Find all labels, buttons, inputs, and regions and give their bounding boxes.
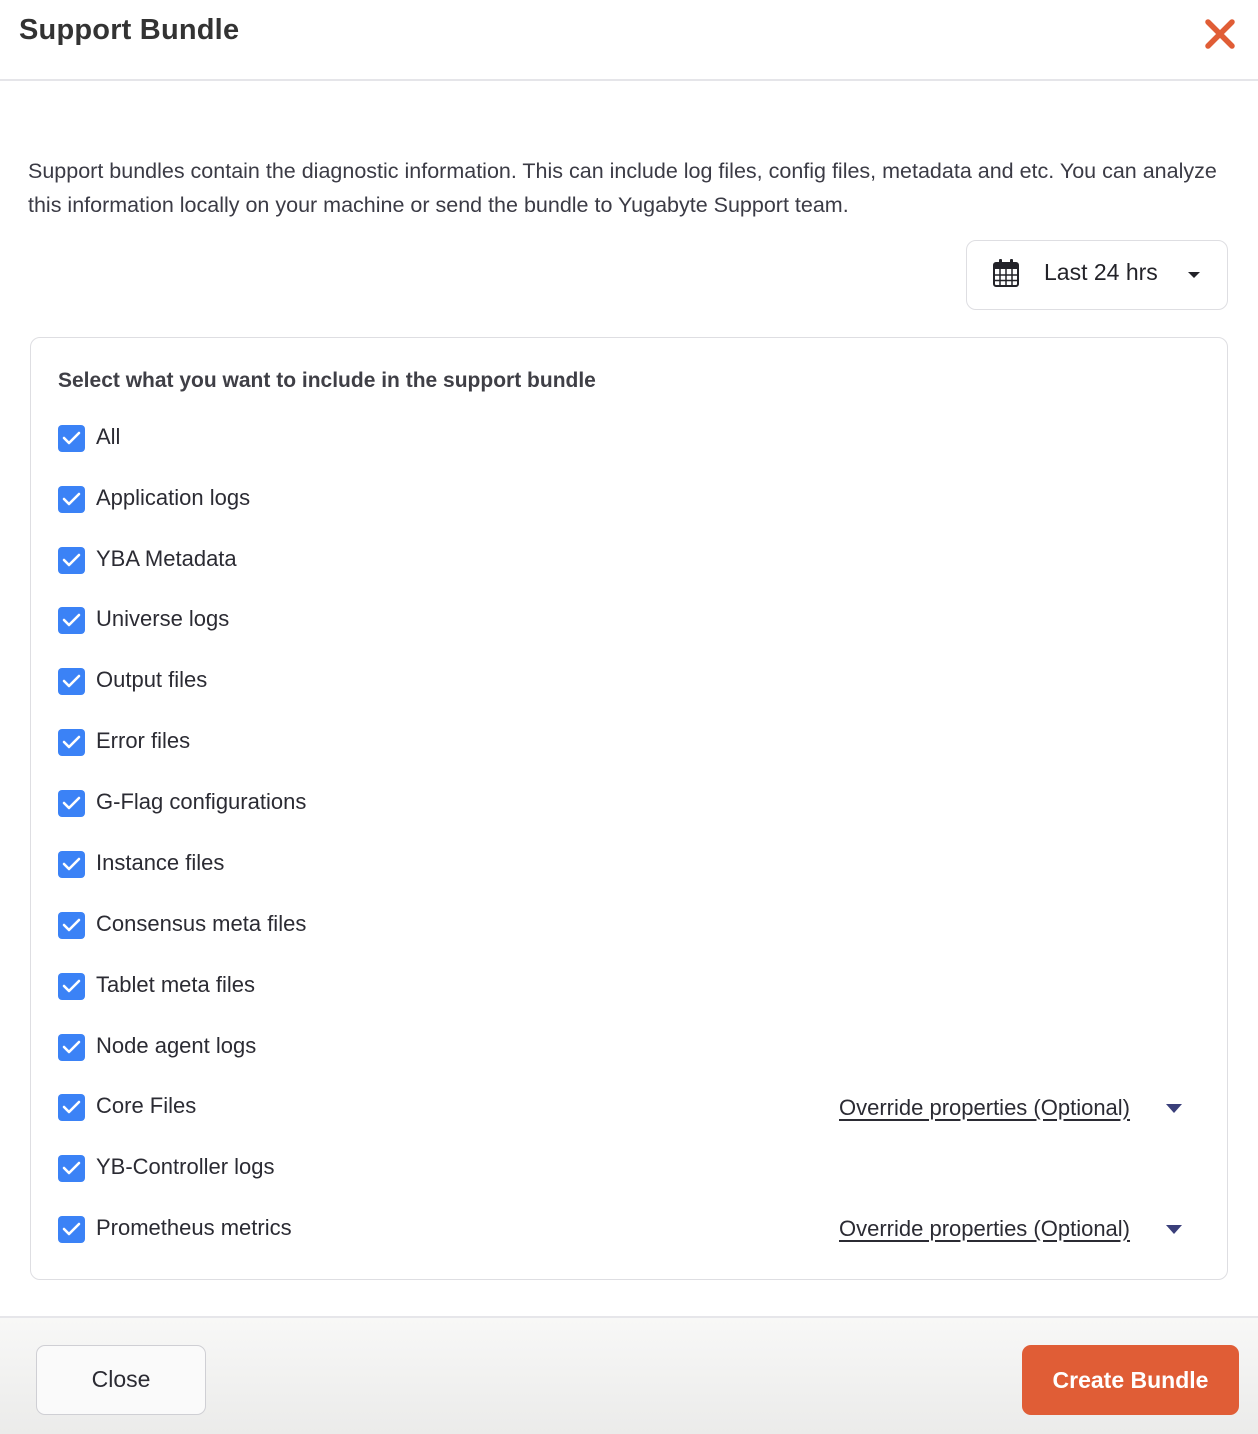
chevron-down-icon [1188, 272, 1200, 278]
checkbox-checked-icon[interactable] [58, 973, 85, 1000]
calendar-icon [992, 258, 1020, 288]
checkbox-label: Node agent logs [96, 1033, 257, 1058]
override-properties-label[interactable]: Override properties (Optional) [839, 1216, 1131, 1241]
checkbox-checked-icon[interactable] [58, 425, 85, 452]
close-button[interactable]: Close [36, 1345, 206, 1415]
checkbox-label: Application logs [96, 485, 251, 510]
override-properties-core-files-link[interactable] [839, 1095, 1130, 1125]
create-bundle-button[interactable]: Create Bundle [1022, 1345, 1239, 1415]
checkbox-checked-icon[interactable] [58, 1094, 85, 1121]
checkbox-label: Consensus meta files [96, 911, 307, 936]
checkbox-checked-icon[interactable] [58, 790, 85, 817]
checkbox-label: Prometheus metrics [96, 1215, 292, 1240]
checkbox-label: Instance files [96, 850, 225, 875]
checkbox-checked-icon[interactable] [58, 851, 85, 878]
dialog-footer [0, 1316, 1258, 1434]
date-range-value: Last 24 hrs [1044, 259, 1158, 285]
checkbox-checked-icon[interactable] [58, 1155, 85, 1182]
checkbox-checked-icon[interactable] [58, 729, 85, 756]
checkbox-label: YBA Metadata [96, 546, 237, 571]
override-properties-label[interactable]: Override properties (Optional) [839, 1095, 1131, 1120]
checkbox-label: YB-Controller logs [96, 1154, 275, 1179]
chevron-down-icon[interactable] [1166, 1104, 1182, 1113]
checkbox-checked-icon[interactable] [58, 1216, 85, 1243]
dialog-title: Support Bundle [19, 14, 240, 46]
checkbox-checked-icon[interactable] [58, 1034, 85, 1061]
panel-title: Select what you want to include in the support bundle [58, 369, 596, 392]
description-text: Support bundles contain the diagnostic information. This can include log files, config files, metadata and etc. You can analyze this information locally on your machine or send the bundle to Yugabyte Support team. [28, 159, 1217, 217]
checkbox-checked-icon[interactable] [58, 486, 85, 513]
dialog-header [0, 0, 1258, 81]
checkbox-label: Error files [96, 728, 191, 753]
chevron-down-icon[interactable] [1166, 1225, 1182, 1234]
override-properties-prometheus-link[interactable] [839, 1216, 1130, 1246]
checkbox-checked-icon[interactable] [58, 912, 85, 939]
checkbox-label: Universe logs [96, 606, 230, 631]
bundle-options-panel [30, 337, 1228, 1280]
checkbox-label: Tablet meta files [96, 972, 255, 997]
close-x-icon[interactable] [1200, 14, 1240, 54]
checkbox-label: All [96, 424, 121, 449]
checkbox-label: Core Files [96, 1093, 197, 1118]
checkbox-checked-icon[interactable] [58, 547, 85, 574]
checkbox-label: Output files [96, 667, 208, 692]
checkbox-label: G-Flag configurations [96, 789, 307, 814]
checkbox-checked-icon[interactable] [58, 607, 85, 634]
date-range-dropdown[interactable] [966, 240, 1228, 310]
checkbox-checked-icon[interactable] [58, 668, 85, 695]
